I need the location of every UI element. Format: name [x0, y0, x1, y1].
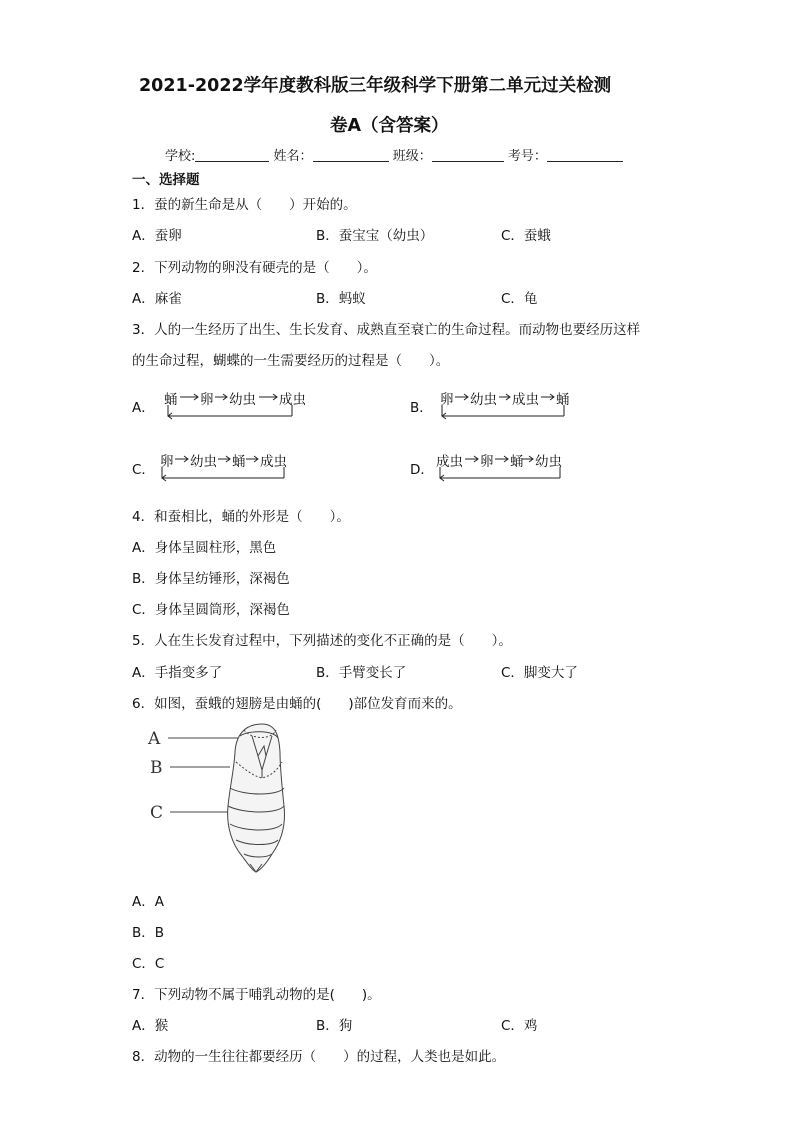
student-info-line — [165, 145, 623, 164]
q3-option-c[interactable] — [132, 450, 312, 486]
q6-option-b[interactable]: B．B — [132, 925, 165, 941]
q3-b-prefix: B． — [410, 400, 433, 416]
title-line-2: 卷A（含答案） — [330, 116, 449, 136]
q3-option-b[interactable] — [410, 388, 590, 424]
name-label: 姓名： — [273, 149, 313, 164]
q2-option-b[interactable]: B．蚂蚁 — [316, 291, 366, 307]
q3-c-prefix: C． — [132, 462, 155, 478]
q5-stem: 5．人在生长发育过程中，下列描述的变化不正确的是（ ）。 — [132, 633, 512, 649]
q3-c-cycle-arrows — [132, 450, 312, 486]
q3-d-prefix: D． — [410, 462, 434, 478]
q3-d-stage-2: 卵 — [480, 454, 494, 470]
q4-option-a[interactable]: A．身体呈圆柱形，黑色 — [132, 540, 277, 556]
q3-a-stage-2: 卵 — [200, 392, 214, 408]
q3-b-cycle-arrows — [410, 388, 590, 424]
pupa-figure — [140, 716, 300, 876]
q6-option-a[interactable]: A．A — [132, 894, 164, 910]
q4-option-b[interactable]: B．身体呈纺锤形，深褐色 — [132, 571, 290, 587]
title-line-1: 2021-2022学年度教科版三年级科学下册第二单元过关检测 — [139, 76, 612, 96]
q2-option-c[interactable]: C．龟 — [501, 291, 538, 307]
q3-b-stage-1: 卵 — [440, 392, 454, 408]
q5-option-c[interactable]: C．脚变大了 — [501, 665, 578, 681]
q7-option-c[interactable]: C．鸡 — [501, 1018, 538, 1034]
q3-a-prefix: A． — [132, 400, 155, 416]
q3-option-d[interactable] — [410, 450, 590, 486]
exam-number-label: 考号： — [507, 149, 547, 164]
q3-c-stage-3: 蛹 — [232, 454, 246, 470]
q3-d-stage-1: 成虫 — [436, 454, 463, 470]
figure-label-c: C — [150, 803, 164, 823]
q3-d-stage-4: 幼虫 — [535, 454, 562, 470]
q3-b-stage-3: 成虫 — [512, 392, 539, 408]
q3-a-stage-3: 幼虫 — [229, 392, 256, 408]
q3-b-stage-4: 蛹 — [556, 392, 570, 408]
q4-option-c[interactable]: C．身体呈圆筒形，深褐色 — [132, 602, 290, 618]
q3-c-stage-2: 幼虫 — [190, 454, 217, 470]
q3-c-stage-4: 成虫 — [260, 454, 287, 470]
q5-option-b[interactable]: B．手臂变长了 — [316, 665, 407, 681]
section-heading: 一、选择题 — [132, 172, 200, 188]
q8-stem: 8．动物的一生往往都要经历（ ）的过程，人类也是如此。 — [132, 1049, 506, 1065]
school-blank[interactable] — [195, 147, 269, 162]
exam-number-blank[interactable] — [547, 147, 623, 162]
q1-option-b[interactable]: B．蚕宝宝（幼虫） — [316, 228, 434, 244]
q7-stem: 7．下列动物不属于哺乳动物的是( )。 — [132, 987, 381, 1003]
q3-c-stage-1: 卵 — [160, 454, 174, 470]
name-blank[interactable] — [313, 147, 389, 162]
q3-b-stage-2: 幼虫 — [470, 392, 497, 408]
figure-label-a: A — [148, 729, 161, 749]
q3-a-stage-1: 蛹 — [164, 392, 178, 408]
q3-stem-line-2: 的生命过程，蝴蝶的一生需要经历的过程是（ ）。 — [132, 353, 450, 369]
pupa-diagram — [140, 716, 300, 876]
school-label: 学校: — [165, 149, 196, 164]
q4-stem: 4．和蚕相比，蛹的外形是（ ）。 — [132, 509, 350, 525]
q3-d-stage-3: 蛹 — [510, 454, 524, 470]
q7-option-a[interactable]: A．猴 — [132, 1018, 169, 1034]
q3-option-a[interactable] — [132, 388, 312, 424]
class-blank[interactable] — [432, 147, 504, 162]
q3-d-cycle-arrows — [410, 450, 590, 486]
figure-label-b: B — [150, 758, 163, 778]
q1-option-a[interactable]: A．蚕卵 — [132, 228, 182, 244]
q2-stem: 2．下列动物的卵没有硬壳的是（ ）。 — [132, 260, 377, 276]
q2-option-a[interactable]: A．麻雀 — [132, 291, 182, 307]
q3-a-stage-4: 成虫 — [279, 392, 306, 408]
q6-option-c[interactable]: C．C — [132, 956, 165, 972]
q1-stem: 1．蚕的新生命是从（ ）开始的。 — [132, 197, 357, 213]
q5-option-a[interactable]: A．手指变多了 — [132, 665, 223, 681]
q3-stem-line-1: 3．人的一生经历了出生、生长发育、成熟直至衰亡的生命过程。而动物也要经历这样 — [132, 322, 641, 338]
q7-option-b[interactable]: B．狗 — [316, 1018, 353, 1034]
q1-option-c[interactable]: C．蚕蛾 — [501, 228, 551, 244]
q3-a-cycle-arrows — [132, 388, 312, 424]
class-label: 班级： — [392, 149, 432, 164]
q6-stem: 6．如图，蚕蛾的翅膀是由蛹的( )部位发育而来的。 — [132, 696, 462, 712]
